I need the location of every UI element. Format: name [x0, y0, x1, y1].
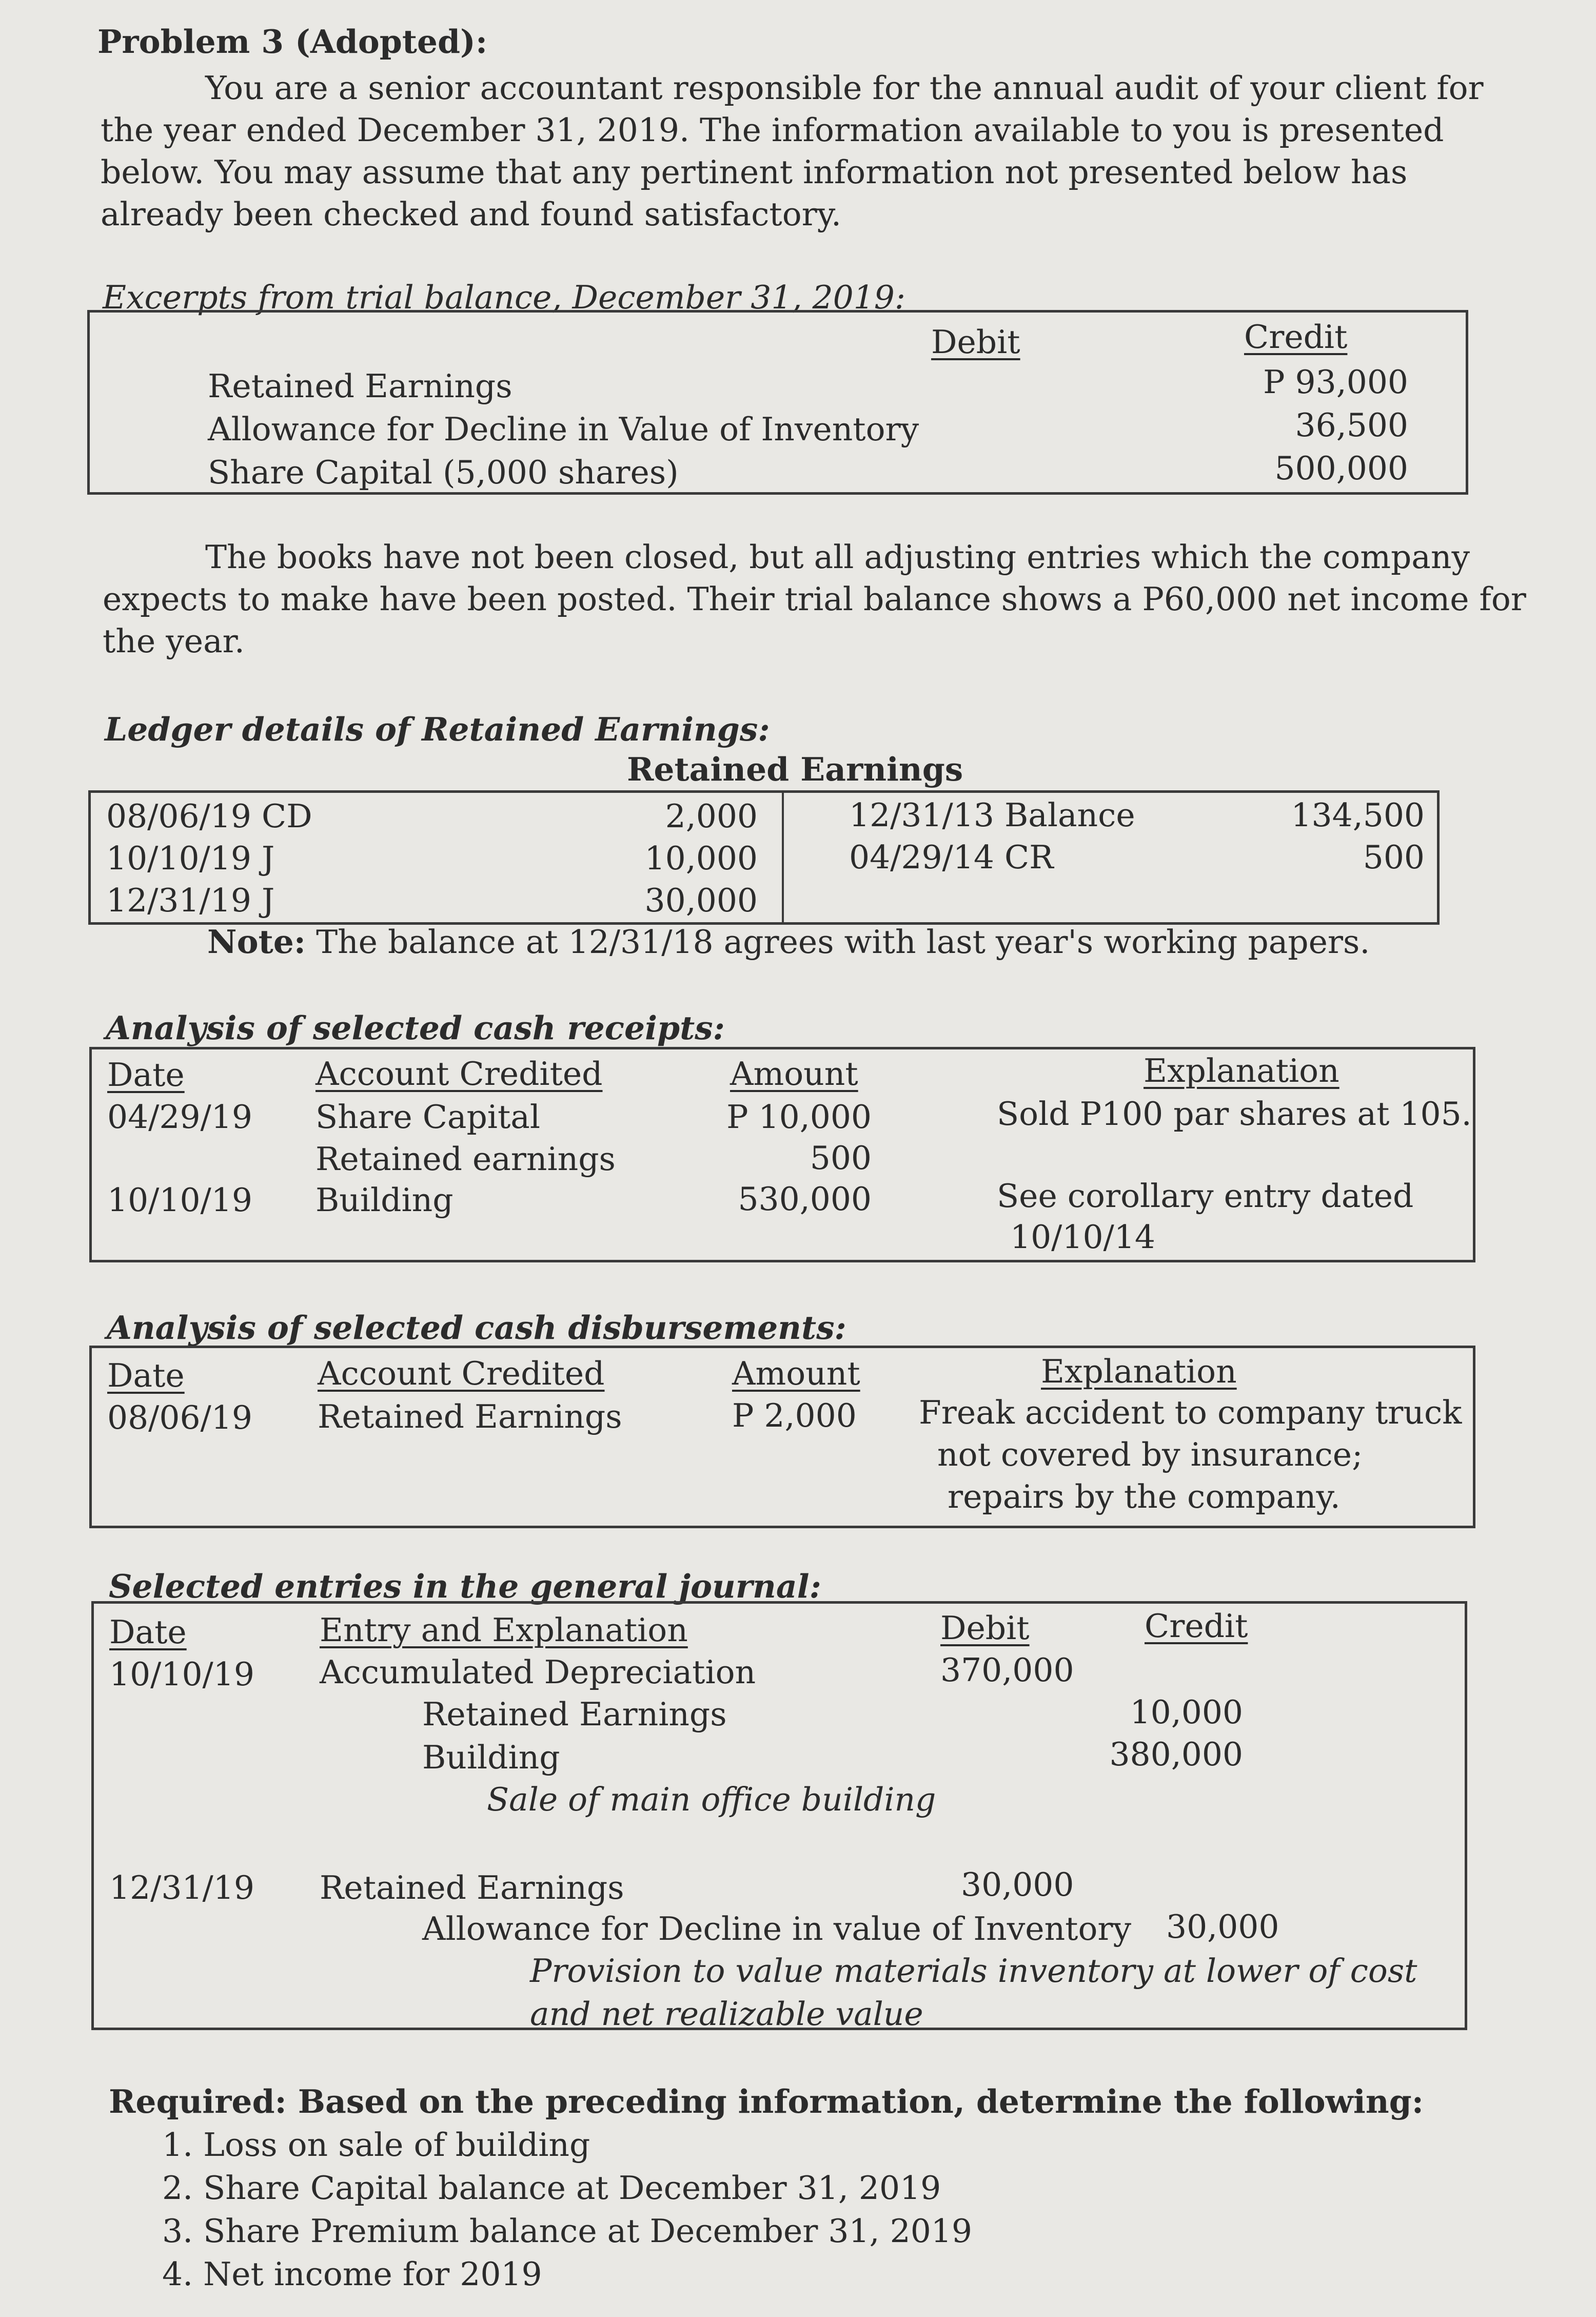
gj-explanation: Sale of main office building — [487, 1781, 936, 1818]
journal-box — [91, 1601, 1467, 2033]
cr-date: 10/10/19 — [107, 1181, 252, 1219]
cash-receipts-heading: Analysis of selected cash receipts: — [106, 1009, 725, 1047]
tb-credit: 500,000 — [1274, 450, 1408, 487]
tb-account: Retained Earnings — [208, 367, 513, 405]
gj-debit-account: Retained Earnings — [320, 1869, 624, 1906]
gj-credit-amount: 380,000 — [1109, 1736, 1243, 1773]
ledger-debit-amount: 30,000 — [644, 882, 758, 919]
intro-line: below. You may assume that any pertinent information not presented below has — [101, 153, 1408, 191]
required-item: 3. Share Premium balance at December 31, 2019 — [162, 2212, 972, 2250]
t-account-divider — [782, 793, 784, 922]
cd-header-date: Date — [107, 1357, 185, 1394]
cd-explanation-line: repairs by the company. — [948, 1478, 1341, 1515]
cr-account: Retained earnings — [316, 1140, 616, 1178]
cr-header-explanation: Explanation — [1144, 1052, 1339, 1089]
intro-line: You are a senior accountant responsible for the annual audit of your client for — [205, 69, 1484, 107]
cash-disbursements-box — [89, 1346, 1475, 1528]
cr-date: 04/29/19 — [107, 1098, 252, 1136]
gj-credit-account: Building — [422, 1739, 560, 1776]
trial-balance-box — [87, 310, 1468, 495]
ledger-note — [207, 923, 1370, 961]
ledger-debit-amount: 2,000 — [665, 797, 758, 835]
gj-debit-account: Accumulated Depreciation — [320, 1653, 756, 1691]
cd-header-account: Account Credited — [318, 1355, 605, 1392]
cd-account: Retained Earnings — [318, 1398, 622, 1435]
credit-header: Credit — [1244, 318, 1348, 356]
cr-header-date: Date — [107, 1056, 185, 1094]
ledger-debit-ref: 10/10/19 J — [106, 840, 275, 877]
cr-account: Building — [316, 1181, 454, 1219]
gj-explanation: Provision to value materials inventory at lower of cost — [530, 1952, 1417, 1990]
cr-amount: 500 — [810, 1139, 872, 1177]
required-heading: Required: Based on the preceding information, determine the following: — [109, 2082, 1424, 2120]
intro-line: the year ended December 31, 2019. The information available to you is presented — [101, 111, 1444, 149]
books-note-line: expects to make have been posted. Their trial balance shows a P60,000 net income for — [103, 580, 1526, 618]
cash-disbursements-heading: Analysis of selected cash disbursements: — [107, 1309, 846, 1347]
cr-account: Share Capital — [316, 1098, 540, 1136]
cd-amount: P 2,000 — [732, 1397, 857, 1434]
cr-amount: P 10,000 — [726, 1098, 872, 1136]
gj-debit-amount: 30,000 — [961, 1866, 1074, 1903]
cr-header-amount: Amount — [730, 1055, 858, 1093]
books-note-line: The books have not been closed, but all adjusting entries which the company — [205, 538, 1470, 576]
ledger-credit-amount: 500 — [1363, 839, 1425, 876]
cd-explanation-line: not covered by insurance; — [937, 1436, 1363, 1473]
gj-header-debit: Debit — [940, 1609, 1030, 1647]
tb-account: Share Capital (5,000 shares) — [208, 454, 679, 491]
gj-explanation: and net realizable value — [530, 1995, 923, 2033]
gj-date: 10/10/19 — [109, 1656, 254, 1693]
ledger-debit-ref: 08/06/19 CD — [106, 797, 312, 835]
tb-credit: 36,500 — [1295, 406, 1408, 444]
cr-explanation-cont: 10/10/14 — [1010, 1218, 1155, 1256]
cr-explanation: See corollary entry dated — [997, 1177, 1414, 1215]
cd-explanation-line: Freak accident to company truck — [919, 1394, 1462, 1431]
required-item: 2. Share Capital balance at December 31, 2019 — [162, 2169, 941, 2207]
tb-credit: P 93,000 — [1263, 363, 1408, 401]
gj-credit-amount: 30,000 — [1166, 1908, 1279, 1945]
ledger-credit-amount: 134,500 — [1291, 796, 1425, 834]
required-item: 1. Loss on sale of building — [162, 2126, 590, 2164]
journal-heading: Selected entries in the general journal: — [109, 1567, 821, 1605]
cd-header-explanation: Explanation — [1041, 1353, 1237, 1390]
gj-credit-account: Retained Earnings — [422, 1696, 727, 1733]
books-note-line: the year. — [103, 622, 245, 660]
gj-header-date: Date — [109, 1613, 187, 1651]
cr-explanation: Sold P100 par shares at 105. — [997, 1095, 1472, 1133]
required-item: 4. Net income for 2019 — [162, 2255, 542, 2293]
gj-date: 12/31/19 — [109, 1869, 254, 1906]
ledger-account-title: Retained Earnings — [627, 750, 963, 788]
gj-header-entry: Entry and Explanation — [320, 1611, 688, 1649]
cr-header-account: Account Credited — [316, 1055, 603, 1093]
ledger-credit-ref: 12/31/13 Balance — [849, 796, 1135, 834]
ledger-debit-amount: 10,000 — [644, 840, 758, 877]
trial-balance-heading: Excerpts from trial balance, December 31, 2019: — [103, 279, 906, 316]
tb-account: Allowance for Decline in Value of Inventory — [208, 411, 919, 448]
gj-credit-amount: 10,000 — [1130, 1693, 1243, 1731]
problem-title: Problem 3 (Adopted): — [97, 23, 488, 61]
cd-date: 08/06/19 — [107, 1399, 252, 1436]
gj-credit-account: Allowance for Decline in value of Inventory — [422, 1910, 1132, 1948]
cash-receipts-box — [89, 1047, 1475, 1262]
ledger-t-account — [88, 790, 1440, 925]
intro-line: already been checked and found satisfactory. — [101, 196, 842, 233]
debit-header: Debit — [931, 323, 1020, 361]
ledger-debit-ref: 12/31/19 J — [106, 882, 275, 919]
cd-header-amount: Amount — [732, 1355, 860, 1392]
ledger-note-text: The balance at 12/31/18 agrees with last year's working papers. — [316, 923, 1370, 961]
cr-amount: 530,000 — [738, 1180, 872, 1218]
ledger-credit-ref: 04/29/14 CR — [849, 839, 1054, 876]
ledger-heading: Ledger details of Retained Earnings: — [105, 710, 770, 748]
gj-header-credit: Credit — [1145, 1607, 1248, 1645]
ledger-note-label: Note: — [207, 923, 306, 961]
gj-debit-amount: 370,000 — [940, 1651, 1074, 1689]
